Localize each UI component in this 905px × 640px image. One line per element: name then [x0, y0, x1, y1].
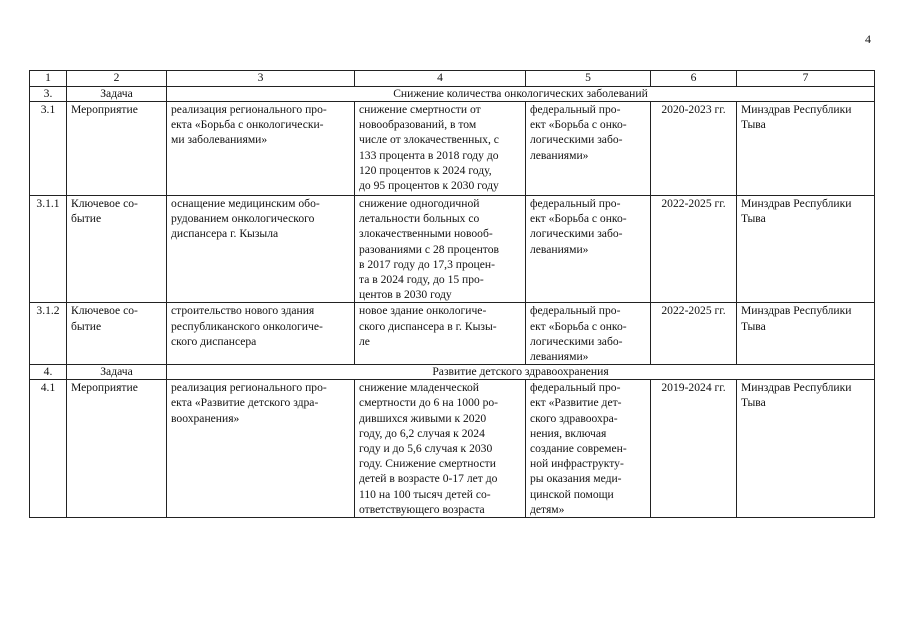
row-period: 2020-2023 гг. [651, 102, 737, 196]
column-number-5: 5 [526, 71, 651, 87]
column-number-1: 1 [30, 71, 67, 87]
row-period: 2019-2024 гг. [651, 380, 737, 518]
row-number: 4. [30, 365, 67, 380]
row-executor: Минздрав Республики Тыва [737, 102, 875, 196]
task-title: Снижение количества онкологических заболеваний [167, 87, 875, 102]
row-result: новое здание онкологиче- ского диспансера в г. Кызы- ле [355, 303, 526, 365]
row-number: 3.1 [30, 102, 67, 196]
row-type: Мероприятие [67, 102, 167, 196]
row-document: федеральный про- ект «Борьба с онко- логическими забо- леваниями» [526, 196, 651, 303]
row-result: снижение одногодичной летальности больных со злокачественными новооб- разованиями с 28 процентов в 2017 году до 17,3 процен- та в 2024 году, до 15 про- центов в 2030 году [355, 196, 526, 303]
row-type: Мероприятие [67, 380, 167, 518]
page-number: 4 [865, 32, 871, 46]
row-type: Ключевое со- бытие [67, 196, 167, 303]
row-executor: Минздрав Республики Тыва [737, 380, 875, 518]
task-row [30, 87, 875, 102]
row-type: Задача [67, 365, 167, 380]
row-description: реализация регионального про- екта «Борьба с онкологически- ми заболеваниями» [167, 102, 355, 196]
measures-table [29, 70, 875, 518]
row-document: федеральный про- ект «Развитие дет- ского здравоохра- нения, включая создание современ- ной инфраструкту- ры оказания меди- цинской помощи детям» [526, 380, 651, 518]
row-result: снижение младенческой смертности до 6 на 1000 ро- дившихся живыми к 2020 году, до 6,2 случая к 2024 году и до 5,6 случая к 2030 году. Снижение смертности детей в возрасте 0-17 лет до 110 на 100 тысяч детей со- ответствующего возраста [355, 380, 526, 518]
row-number: 3.1.1 [30, 196, 67, 303]
table-row [30, 196, 875, 303]
row-number: 3.1.2 [30, 303, 67, 365]
column-number-3: 3 [167, 71, 355, 87]
row-number: 3. [30, 87, 67, 102]
row-type: Ключевое со- бытие [67, 303, 167, 365]
row-document: федеральный про- ект «Борьба с онко- логическими забо- леваниями» [526, 303, 651, 365]
row-period: 2022-2025 гг. [651, 303, 737, 365]
row-executor: Минздрав Республики Тыва [737, 303, 875, 365]
column-number-4: 4 [355, 71, 526, 87]
row-number: 4.1 [30, 380, 67, 518]
row-period: 2022-2025 гг. [651, 196, 737, 303]
table-row [30, 380, 875, 518]
table-row [30, 303, 875, 365]
row-executor: Минздрав Республики Тыва [737, 196, 875, 303]
row-description: оснащение медицинским обо- рудованием онкологического диспансера г. Кызыла [167, 196, 355, 303]
column-number-2: 2 [67, 71, 167, 87]
table-row [30, 102, 875, 196]
row-document: федеральный про- ект «Борьба с онко- логическими забо- леваниями» [526, 102, 651, 196]
task-title: Развитие детского здравоохранения [167, 365, 875, 380]
column-number-row [30, 71, 875, 87]
column-number-6: 6 [651, 71, 737, 87]
row-result: снижение смертности от новообразований, в том числе от злокачественных, с 133 процента в 2018 году до 120 процентов к 2024 году, до 95 процентов к 2030 году [355, 102, 526, 196]
row-type: Задача [67, 87, 167, 102]
column-number-7: 7 [737, 71, 875, 87]
row-description: реализация регионального про- екта «Развитие детского здра- воохранения» [167, 380, 355, 518]
row-description: строительство нового здания республиканского онкологиче- ского диспансера [167, 303, 355, 365]
task-row [30, 365, 875, 380]
